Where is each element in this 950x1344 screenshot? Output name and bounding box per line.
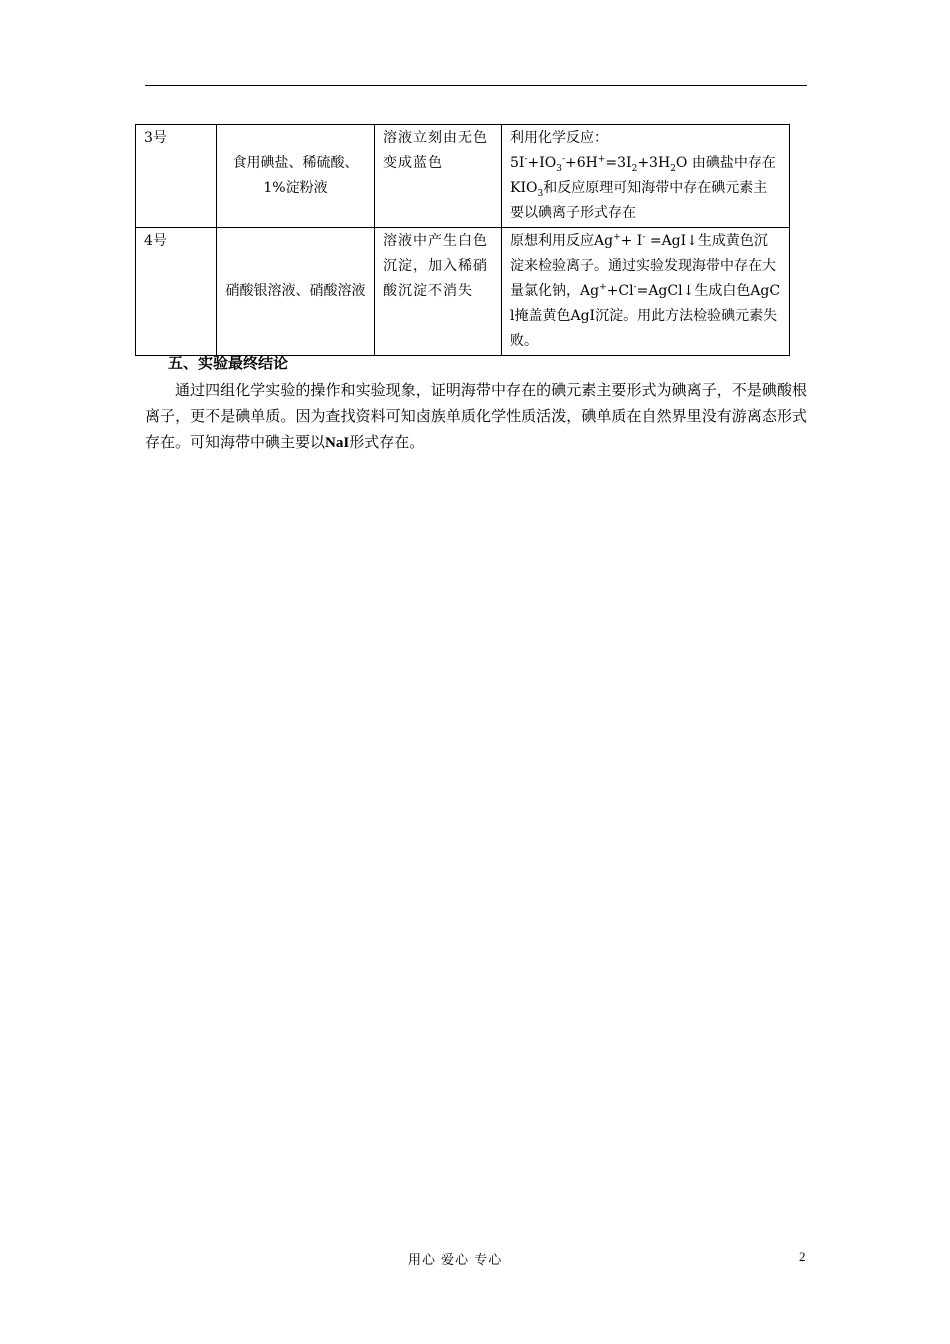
explanation-line: 利用化学反应： (510, 130, 608, 146)
superscript: - (561, 154, 566, 165)
subscript: 2 (631, 163, 638, 174)
row-phenomenon: 溶液立刻由无色变成蓝色 (375, 125, 502, 228)
page-number: 2 (799, 1249, 806, 1264)
row-reagents: 食用碘盐、稀硫酸、1%淀粉液 (217, 125, 375, 228)
explanation-text: =AgI↓生成黄色沉淀来检验离子。通过实验发现海带中存在大量氯化钠，Ag (510, 233, 776, 299)
explanation-text: =AgCl↓生成白色AgCl掩盖黄色AgI沉淀。用此方法检验碘元素失败。 (510, 283, 781, 349)
table-row (136, 228, 790, 356)
row-phenomenon: 溶液中产生白色沉淀，加入稀硝酸沉淀不消失 (375, 228, 502, 356)
conclusion-bold-term: NaI (325, 435, 350, 451)
conclusion-text: 通过四组化学实验的操作和实验现象，证明海带中存在的碘元素主要形式为碘离子，不是碘酸根离子，更不是碘单质。因为查找资料可知卤族单质化学性质活泼，碘单质在自然界里没有游离态形式存在。可知海带中碘主要以 (145, 381, 807, 451)
row-number: 4号 (136, 228, 217, 356)
explanation-text: + I (620, 233, 643, 249)
header-rule (145, 85, 807, 86)
superscript: - (642, 232, 646, 243)
table-row (136, 125, 790, 228)
superscript: - (633, 282, 637, 293)
superscript: - (524, 154, 528, 165)
superscript: + (613, 232, 621, 243)
equation-text: 5I (510, 155, 525, 171)
row-explanation (502, 228, 790, 356)
footer-motto: 用心 爱心 专心 (408, 1253, 503, 1268)
explanation-text: +Cl (606, 283, 634, 299)
row-reagents: 硝酸银溶液、硝酸溶液 (217, 228, 375, 356)
experiment-table (135, 124, 790, 356)
section-title: 五、实验最终结论 (168, 354, 289, 372)
subscript: 2 (670, 163, 676, 174)
subscript: 3 (556, 163, 562, 174)
conclusion-text-end: 形式存在。 (349, 433, 425, 451)
equation-text: =3I (605, 155, 632, 171)
equation-text: 和反应原理可知海带中存在碘元素主要以碘离子形式存在 (510, 180, 768, 221)
equation-text: +6H (565, 155, 598, 171)
row-explanation (502, 125, 790, 228)
conclusion-paragraph (145, 377, 807, 456)
subscript: 3 (537, 188, 544, 199)
explanation-text: 原想利用反应Ag (510, 233, 614, 249)
page-footer (0, 1249, 950, 1269)
row-number: 3号 (136, 125, 217, 228)
equation-text: +3H (637, 155, 671, 171)
superscript: + (597, 154, 606, 165)
equation-text: O 由碘盐中存在KIO (510, 155, 776, 196)
equation-text: +IO (527, 155, 557, 171)
superscript: + (599, 282, 607, 293)
